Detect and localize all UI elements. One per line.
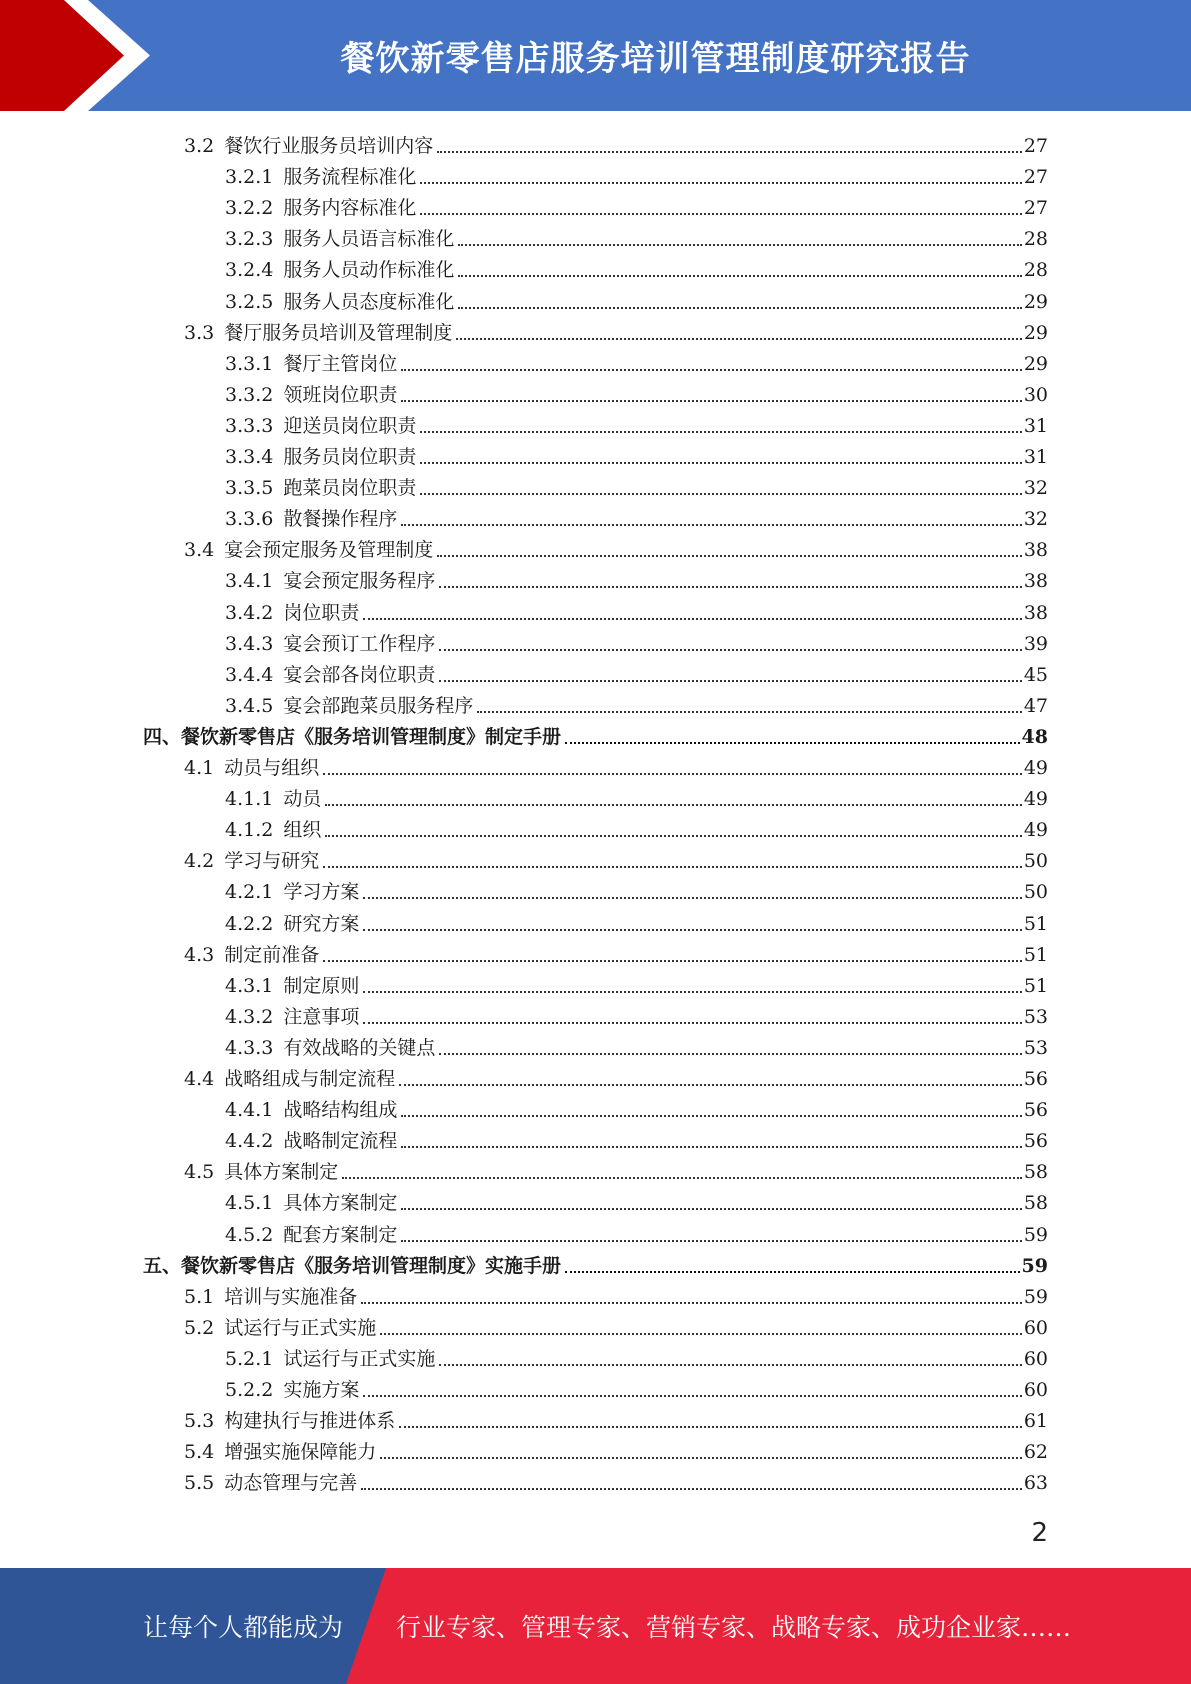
toc-entry[interactable]	[225, 1216, 1048, 1247]
toc-entry[interactable]	[225, 967, 1048, 998]
toc-entry-title: 具体方案制定	[283, 1192, 398, 1215]
toc-dot-leader	[363, 617, 1021, 620]
toc-dot-leader	[399, 1083, 1022, 1086]
toc-entry-page: 47	[1023, 694, 1048, 717]
toc-entry-title: 战略制定流程	[283, 1130, 398, 1153]
toc-dot-leader	[325, 834, 1021, 837]
toc-entry[interactable]	[225, 1371, 1048, 1402]
footer-slogan-left: 让每个人都能成为	[143, 1613, 344, 1642]
toc-entry-title: 学习与研究	[224, 850, 320, 873]
toc-entry[interactable]	[184, 1278, 1048, 1309]
toc-entry-number: 4.3.3	[225, 1036, 274, 1059]
toc-entry-page: 27	[1023, 166, 1048, 189]
toc-entry[interactable]	[184, 127, 1048, 158]
toc-entry-number: 5.5	[184, 1472, 215, 1495]
toc-entry-number: 3.2.2	[225, 197, 274, 220]
toc-entry-title: 制定原则	[283, 974, 360, 997]
toc-dot-leader	[420, 212, 1021, 215]
toc-entry-page: 30	[1023, 383, 1048, 406]
toc-entry[interactable]	[225, 811, 1048, 842]
toc-dot-leader	[380, 1456, 1022, 1459]
toc-dot-leader	[323, 865, 1022, 868]
toc-entry-page: 58	[1023, 1192, 1048, 1215]
toc-entry[interactable]	[184, 1464, 1048, 1495]
toc-dot-leader	[456, 337, 1022, 340]
toc-dot-leader	[323, 959, 1022, 962]
toc-entry[interactable]	[184, 1309, 1048, 1340]
toc-entry-page: 58	[1023, 1161, 1048, 1184]
toc-entry[interactable]	[225, 283, 1048, 314]
toc-entry-title: 跑菜员岗位职责	[283, 477, 417, 500]
toc-entry[interactable]	[184, 1060, 1048, 1091]
toc-entry-page: 51	[1023, 912, 1048, 935]
toc-entry-number: 3.4.2	[225, 601, 274, 624]
toc-entry-title: 研究方案	[283, 912, 360, 935]
toc-dot-leader	[437, 554, 1022, 557]
toc-entry[interactable]	[225, 469, 1048, 500]
toc-entry[interactable]	[225, 780, 1048, 811]
toc-dot-leader	[363, 928, 1021, 931]
toc-entry-title: 组织	[283, 819, 322, 842]
toc-entry-number: 3.3.6	[225, 508, 274, 531]
toc-dot-leader	[323, 772, 1022, 775]
toc-entry-title: 岗位职责	[283, 601, 360, 624]
toc-entry-title: 宴会部各岗位职责	[283, 663, 436, 686]
toc-entry[interactable]	[225, 251, 1048, 282]
toc-entry-page: 28	[1023, 259, 1048, 282]
toc-entry-page: 31	[1023, 446, 1048, 468]
toc-entry-page: 56	[1023, 1068, 1048, 1090]
toc-entry-page: 38	[1023, 570, 1048, 593]
toc-entry-page: 59	[1023, 1285, 1048, 1308]
toc-entry-number: 3.3	[184, 321, 215, 344]
toc-entry-title: 服务人员动作标准化	[283, 259, 455, 282]
toc-entry[interactable]	[184, 842, 1048, 873]
toc-entry[interactable]	[225, 438, 1048, 469]
toc-entry-number: 4.5.2	[225, 1223, 274, 1246]
toc-dot-leader	[363, 990, 1021, 993]
toc-dot-leader	[401, 523, 1021, 526]
toc-entry[interactable]	[225, 905, 1048, 936]
toc-entry-title: 服务流程标准化	[283, 166, 417, 189]
footer-slogan-right: 行业专家、管理专家、营销专家、战略专家、成功企业家……	[396, 1613, 1072, 1642]
toc-entry[interactable]	[225, 998, 1048, 1029]
toc-entry-title: 四、餐饮新零售店《服务培训管理制度》制定手册	[143, 725, 562, 748]
toc-dot-leader	[420, 181, 1021, 184]
toc-entry-page: 29	[1023, 352, 1048, 375]
toc-entry-title: 具体方案制定	[224, 1161, 339, 1184]
toc-dot-leader	[439, 1363, 1021, 1366]
toc-entry-number: 3.2.4	[225, 259, 274, 282]
toc-entry[interactable]	[225, 687, 1048, 718]
toc-entry[interactable]	[225, 1091, 1048, 1122]
toc-entry-title: 实施方案	[283, 1379, 360, 1401]
toc-entry-page: 50	[1023, 850, 1048, 873]
toc-dot-leader	[401, 399, 1021, 402]
page-number: 2	[1031, 1518, 1048, 1548]
toc-entry-title: 服务员岗位职责	[283, 446, 417, 468]
toc-entry-page: 29	[1023, 290, 1048, 313]
toc-entry-title: 餐厅主管岗位	[283, 352, 398, 375]
toc-dot-leader	[565, 1270, 1020, 1273]
toc-entry-page: 31	[1023, 414, 1048, 437]
toc-dot-leader	[401, 1239, 1021, 1242]
toc-entry-page: 53	[1023, 1005, 1048, 1028]
toc-entry[interactable]	[184, 749, 1048, 780]
toc-entry-page: 32	[1023, 508, 1048, 531]
toc-entry[interactable]	[143, 1247, 1048, 1278]
toc-entry-number: 4.2	[184, 850, 215, 873]
toc-entry-number: 3.3.2	[225, 383, 274, 406]
toc-entry[interactable]	[225, 625, 1048, 656]
toc-entry-number: 4.5.1	[225, 1192, 274, 1215]
toc-entry-title: 散餐操作程序	[283, 508, 398, 531]
toc-dot-leader	[363, 1394, 1021, 1397]
header-banner	[0, 0, 1191, 111]
toc-dot-leader	[439, 648, 1021, 651]
toc-entry-page: 59	[1021, 1254, 1048, 1277]
toc-entry-title: 制定前准备	[224, 943, 320, 966]
toc-entry-number: 3.4.1	[225, 570, 274, 593]
toc-entry-number: 4.4.2	[225, 1130, 274, 1153]
toc-entry-title: 宴会预定服务及管理制度	[224, 539, 434, 562]
toc-entry-page: 60	[1023, 1379, 1048, 1401]
toc-entry-number: 3.2	[184, 135, 215, 157]
toc-dot-leader	[325, 803, 1021, 806]
toc-dot-leader	[458, 306, 1021, 309]
toc-entry-page: 51	[1023, 974, 1048, 997]
toc-entry-page: 56	[1023, 1099, 1048, 1122]
toc-entry-title: 配套方案制定	[283, 1223, 398, 1246]
toc-entry-page: 49	[1023, 819, 1048, 842]
toc-entry[interactable]	[225, 220, 1048, 251]
toc-dot-leader	[439, 585, 1021, 588]
toc-entry[interactable]	[225, 376, 1048, 407]
toc-dot-leader	[401, 368, 1021, 371]
toc-entry-number: 4.1	[184, 757, 215, 779]
toc-dot-leader	[565, 741, 1020, 744]
toc-entry-number: 4.1.1	[225, 788, 274, 811]
toc-entry-title: 试运行与正式实施	[224, 1316, 377, 1339]
toc-dot-leader	[361, 1487, 1022, 1490]
toc-entry[interactable]	[225, 594, 1048, 625]
toc-entry[interactable]	[184, 1153, 1048, 1184]
toc-entry-title: 领班岗位职责	[283, 383, 398, 406]
toc-entry-number: 4.5	[184, 1161, 215, 1184]
toc-entry-title: 注意事项	[283, 1005, 360, 1028]
toc-entry-page: 27	[1023, 135, 1048, 157]
toc-entry-page: 59	[1023, 1223, 1048, 1246]
toc-entry-number: 5.2.2	[225, 1379, 274, 1401]
toc-entry-page: 62	[1023, 1441, 1048, 1464]
toc-entry-page: 45	[1023, 663, 1048, 686]
toc-entry-title: 动员	[283, 788, 322, 811]
toc-dot-leader	[380, 1332, 1022, 1335]
toc-dot-leader	[437, 150, 1022, 153]
toc-entry[interactable]	[225, 189, 1048, 220]
toc-entry-number: 4.4.1	[225, 1099, 274, 1122]
toc-dot-leader	[363, 1021, 1021, 1024]
toc-entry-number: 3.4.5	[225, 694, 274, 717]
toc-entry[interactable]	[225, 407, 1048, 438]
toc-entry[interactable]	[184, 1402, 1048, 1433]
toc-entry[interactable]	[225, 562, 1048, 593]
toc-dot-leader	[458, 243, 1021, 246]
toc-entry-page: 60	[1023, 1316, 1048, 1339]
toc-entry-page: 39	[1023, 632, 1048, 655]
toc-entry-number: 4.2.2	[225, 912, 274, 935]
toc-entry[interactable]	[225, 500, 1048, 531]
toc-entry-title: 动员与组织	[224, 757, 320, 779]
toc-entry-number: 4.3.1	[225, 974, 274, 997]
toc-entry-page: 63	[1023, 1472, 1048, 1495]
toc-dot-leader	[401, 1145, 1021, 1148]
toc-entry-page: 60	[1023, 1347, 1048, 1370]
toc-entry[interactable]	[225, 1340, 1048, 1371]
footer-banner	[0, 1568, 1191, 1684]
toc-dot-leader	[420, 492, 1021, 495]
toc-entry-page: 49	[1023, 788, 1048, 811]
toc-dot-leader	[420, 461, 1021, 464]
toc-entry-number: 4.2.1	[225, 881, 274, 904]
toc-entry-title: 有效战略的关键点	[283, 1036, 436, 1059]
toc-entry-title: 战略结构组成	[283, 1099, 398, 1122]
toc-dot-leader	[401, 1207, 1021, 1210]
chevron-arrow-icon	[0, 0, 160, 111]
toc-entry-title: 迎送员岗位职责	[283, 414, 417, 437]
toc-entry-page: 51	[1023, 943, 1048, 966]
toc-entry[interactable]	[225, 345, 1048, 376]
toc-entry-number: 3.2.3	[225, 228, 274, 251]
toc-entry[interactable]	[143, 718, 1048, 749]
toc-entry-number: 3.3.3	[225, 414, 274, 437]
toc-entry-title: 构建执行与推进体系	[224, 1410, 396, 1433]
toc-entry-number: 3.4.3	[225, 632, 274, 655]
toc-entry-number: 3.2.1	[225, 166, 274, 189]
toc-entry-title: 学习方案	[283, 881, 360, 904]
toc-dot-leader	[342, 1176, 1022, 1179]
toc-entry-title: 餐饮行业服务员培训内容	[224, 135, 434, 157]
toc-entry-title: 服务内容标准化	[283, 197, 417, 220]
toc-dot-leader	[361, 1301, 1022, 1304]
toc-dot-leader	[458, 274, 1021, 277]
toc-entry-title: 宴会部跑菜员服务程序	[283, 694, 474, 717]
toc-entry-number: 5.1	[184, 1285, 215, 1308]
toc-dot-leader	[439, 679, 1021, 682]
toc-entry-number: 3.2.5	[225, 290, 274, 313]
toc-entry-number: 5.2	[184, 1316, 215, 1339]
toc-entry-page: 29	[1023, 321, 1048, 344]
toc-entry-number: 3.3.5	[225, 477, 274, 500]
toc-entry-page: 49	[1023, 757, 1048, 779]
toc-entry-title: 服务人员语言标准化	[283, 228, 455, 251]
toc-entry-number: 3.4	[184, 539, 215, 562]
toc-entry[interactable]	[225, 1184, 1048, 1215]
report-title: 餐饮新零售店服务培训管理制度研究报告	[340, 39, 971, 79]
toc-entry-title: 试运行与正式实施	[283, 1347, 436, 1370]
toc-entry[interactable]	[225, 656, 1048, 687]
toc-dot-leader	[420, 430, 1021, 433]
toc-entry-number: 4.3	[184, 943, 215, 966]
toc-entry-title: 宴会预定服务程序	[283, 570, 436, 593]
toc-entry-page: 61	[1023, 1410, 1048, 1433]
toc-entry-number: 5.2.1	[225, 1347, 274, 1370]
toc-entry-title: 动态管理与完善	[224, 1472, 358, 1495]
toc-entry-number: 5.3	[184, 1410, 215, 1433]
toc-entry[interactable]	[225, 1029, 1048, 1060]
toc-entry-title: 五、餐饮新零售店《服务培训管理制度》实施手册	[143, 1254, 562, 1277]
toc-entry-number: 4.1.2	[225, 819, 274, 842]
toc-entry-page: 50	[1023, 881, 1048, 904]
toc-entry-page: 38	[1023, 539, 1048, 562]
toc-entry-title: 宴会预订工作程序	[283, 632, 436, 655]
toc-entry-number: 3.3.4	[225, 446, 274, 468]
toc-dot-leader	[477, 710, 1021, 713]
toc-dot-leader	[401, 1114, 1021, 1117]
toc-entry[interactable]	[225, 158, 1048, 189]
toc-entry-page: 27	[1023, 197, 1048, 220]
toc-dot-leader	[399, 1425, 1022, 1428]
toc-entry[interactable]	[184, 936, 1048, 967]
toc-entry[interactable]	[225, 873, 1048, 904]
toc-entry-page: 38	[1023, 601, 1048, 624]
toc-entry-page: 56	[1023, 1130, 1048, 1153]
toc-entry-page: 28	[1023, 228, 1048, 251]
toc-entry[interactable]	[184, 314, 1048, 345]
toc-entry-title: 餐厅服务员培训及管理制度	[224, 321, 453, 344]
toc-entry-title: 服务人员态度标准化	[283, 290, 455, 313]
toc-entry-number: 4.3.2	[225, 1005, 274, 1028]
toc-entry-number: 5.4	[184, 1441, 215, 1464]
toc-entry-title: 战略组成与制定流程	[224, 1068, 396, 1090]
toc-entry-number: 3.4.4	[225, 663, 274, 686]
toc-entry[interactable]	[184, 531, 1048, 562]
toc-dot-leader	[363, 896, 1021, 899]
toc-entry-page: 48	[1021, 725, 1048, 748]
toc-entry-title: 增强实施保障能力	[224, 1441, 377, 1464]
toc-entry-page: 53	[1023, 1036, 1048, 1059]
toc-entry-number: 3.3.1	[225, 352, 274, 375]
toc-entry[interactable]	[184, 1433, 1048, 1464]
toc-dot-leader	[439, 1052, 1021, 1055]
toc-entry-page: 32	[1023, 477, 1048, 500]
toc-entry-title: 培训与实施准备	[224, 1285, 358, 1308]
toc-entry[interactable]	[225, 1122, 1048, 1153]
toc-entry-number: 4.4	[184, 1068, 215, 1090]
